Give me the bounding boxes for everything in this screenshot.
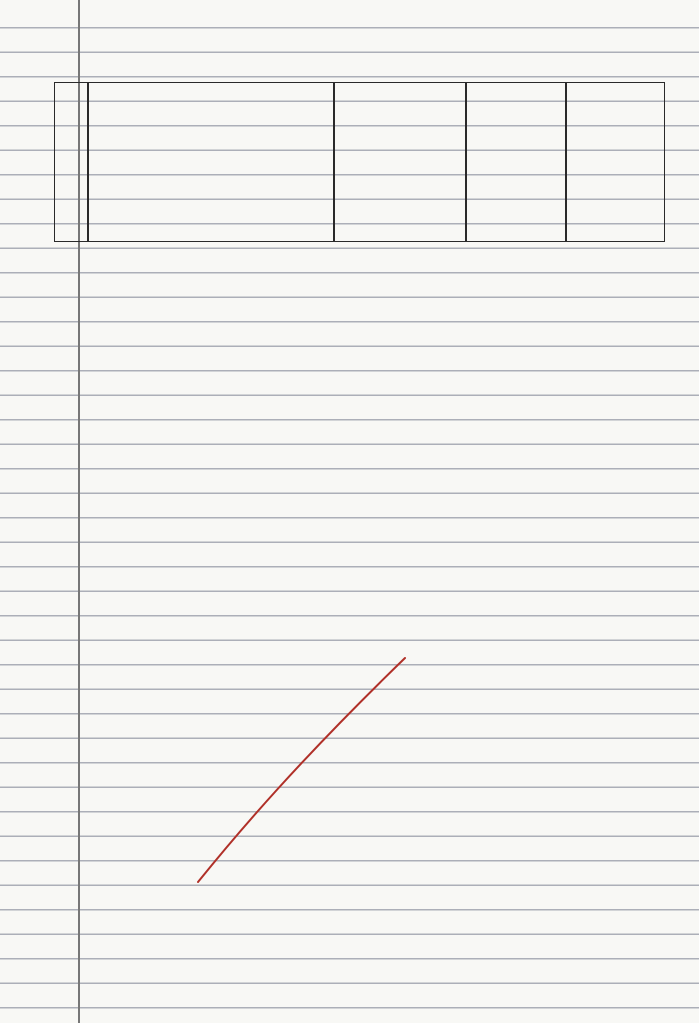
table-divider xyxy=(465,83,467,241)
table-divider xyxy=(565,83,567,241)
page-number-prefix xyxy=(564,40,604,54)
ingredient-table xyxy=(54,82,665,242)
table-divider xyxy=(87,83,89,241)
check-mark xyxy=(180,650,410,890)
table-divider xyxy=(333,83,335,241)
